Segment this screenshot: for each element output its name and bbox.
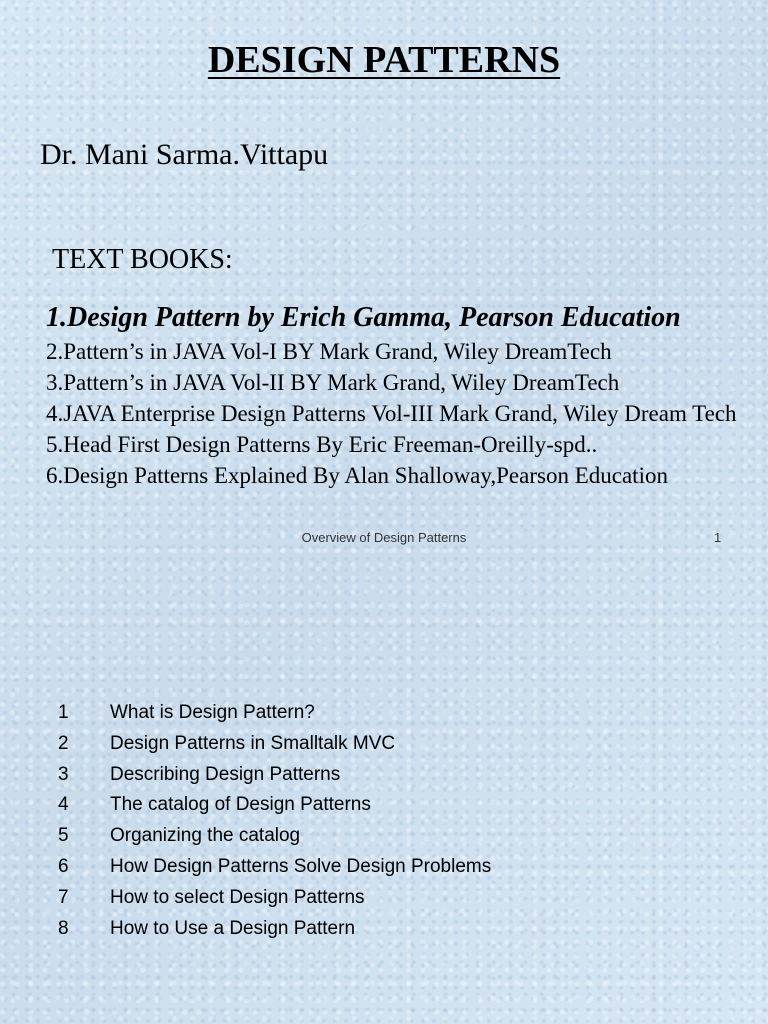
toc-number: 1 [58, 702, 69, 723]
toc-row [0, 764, 768, 795]
toc-row [0, 733, 768, 764]
toc-number: 6 [58, 855, 69, 877]
toc-row [0, 794, 768, 825]
text-book-item: 5.Head First Design Patterns By Eric Freeman-Oreilly-spd.. [46, 432, 598, 457]
text-book-item: 1.Design Pattern by Erich Gamma, Pearson Education [46, 302, 681, 333]
toc-number: 4 [58, 794, 69, 816]
toc-entry: Design Patterns in Smalltalk MVC [110, 732, 396, 754]
toc-number: 2 [58, 732, 69, 754]
toc-entry: What is Design Pattern? [110, 702, 315, 723]
toc-row [0, 856, 768, 887]
author-name: Dr. Mani Sarma.Vittapu [40, 138, 329, 171]
table-of-contents [0, 702, 768, 948]
text-book-list [46, 300, 746, 491]
text-book-item: 2.Pattern’s in JAVA Vol-I BY Mark Grand, Wiley DreamTech [46, 339, 612, 364]
toc-entry: How to Use a Design Pattern [110, 917, 356, 939]
toc-row [0, 918, 768, 949]
text-book-item: 6.Design Patterns Explained By Alan Shalloway,Pearson Education [46, 463, 668, 488]
toc-row [0, 702, 768, 733]
text-book-item: 4.JAVA Enterprise Design Patterns Vol-III Mark Grand, Wiley Dream Tech [46, 401, 737, 426]
toc-entry: How Design Patterns Solve Design Problems [110, 855, 492, 877]
toc-number: 7 [58, 886, 69, 908]
text-books-heading: TEXT BOOKS: [52, 244, 233, 275]
footer-title: Overview of Design Patterns [301, 530, 467, 545]
toc-number: 3 [58, 763, 69, 785]
toc-number: 5 [58, 825, 69, 847]
toc-entry: Describing Design Patterns [110, 763, 341, 785]
page-number: 1 [714, 530, 722, 545]
text-book-item: 3.Pattern’s in JAVA Vol-II BY Mark Grand, Wiley DreamTech [46, 370, 620, 395]
toc-entry: The catalog of Design Patterns [110, 794, 371, 816]
toc-row [0, 887, 768, 918]
toc-number: 8 [58, 917, 69, 939]
toc-entry: How to select Design Patterns [110, 886, 365, 908]
page-title: DESIGN PATTERNS [207, 39, 561, 81]
toc-row [0, 825, 768, 856]
toc-entry: Organizing the catalog [110, 825, 301, 847]
